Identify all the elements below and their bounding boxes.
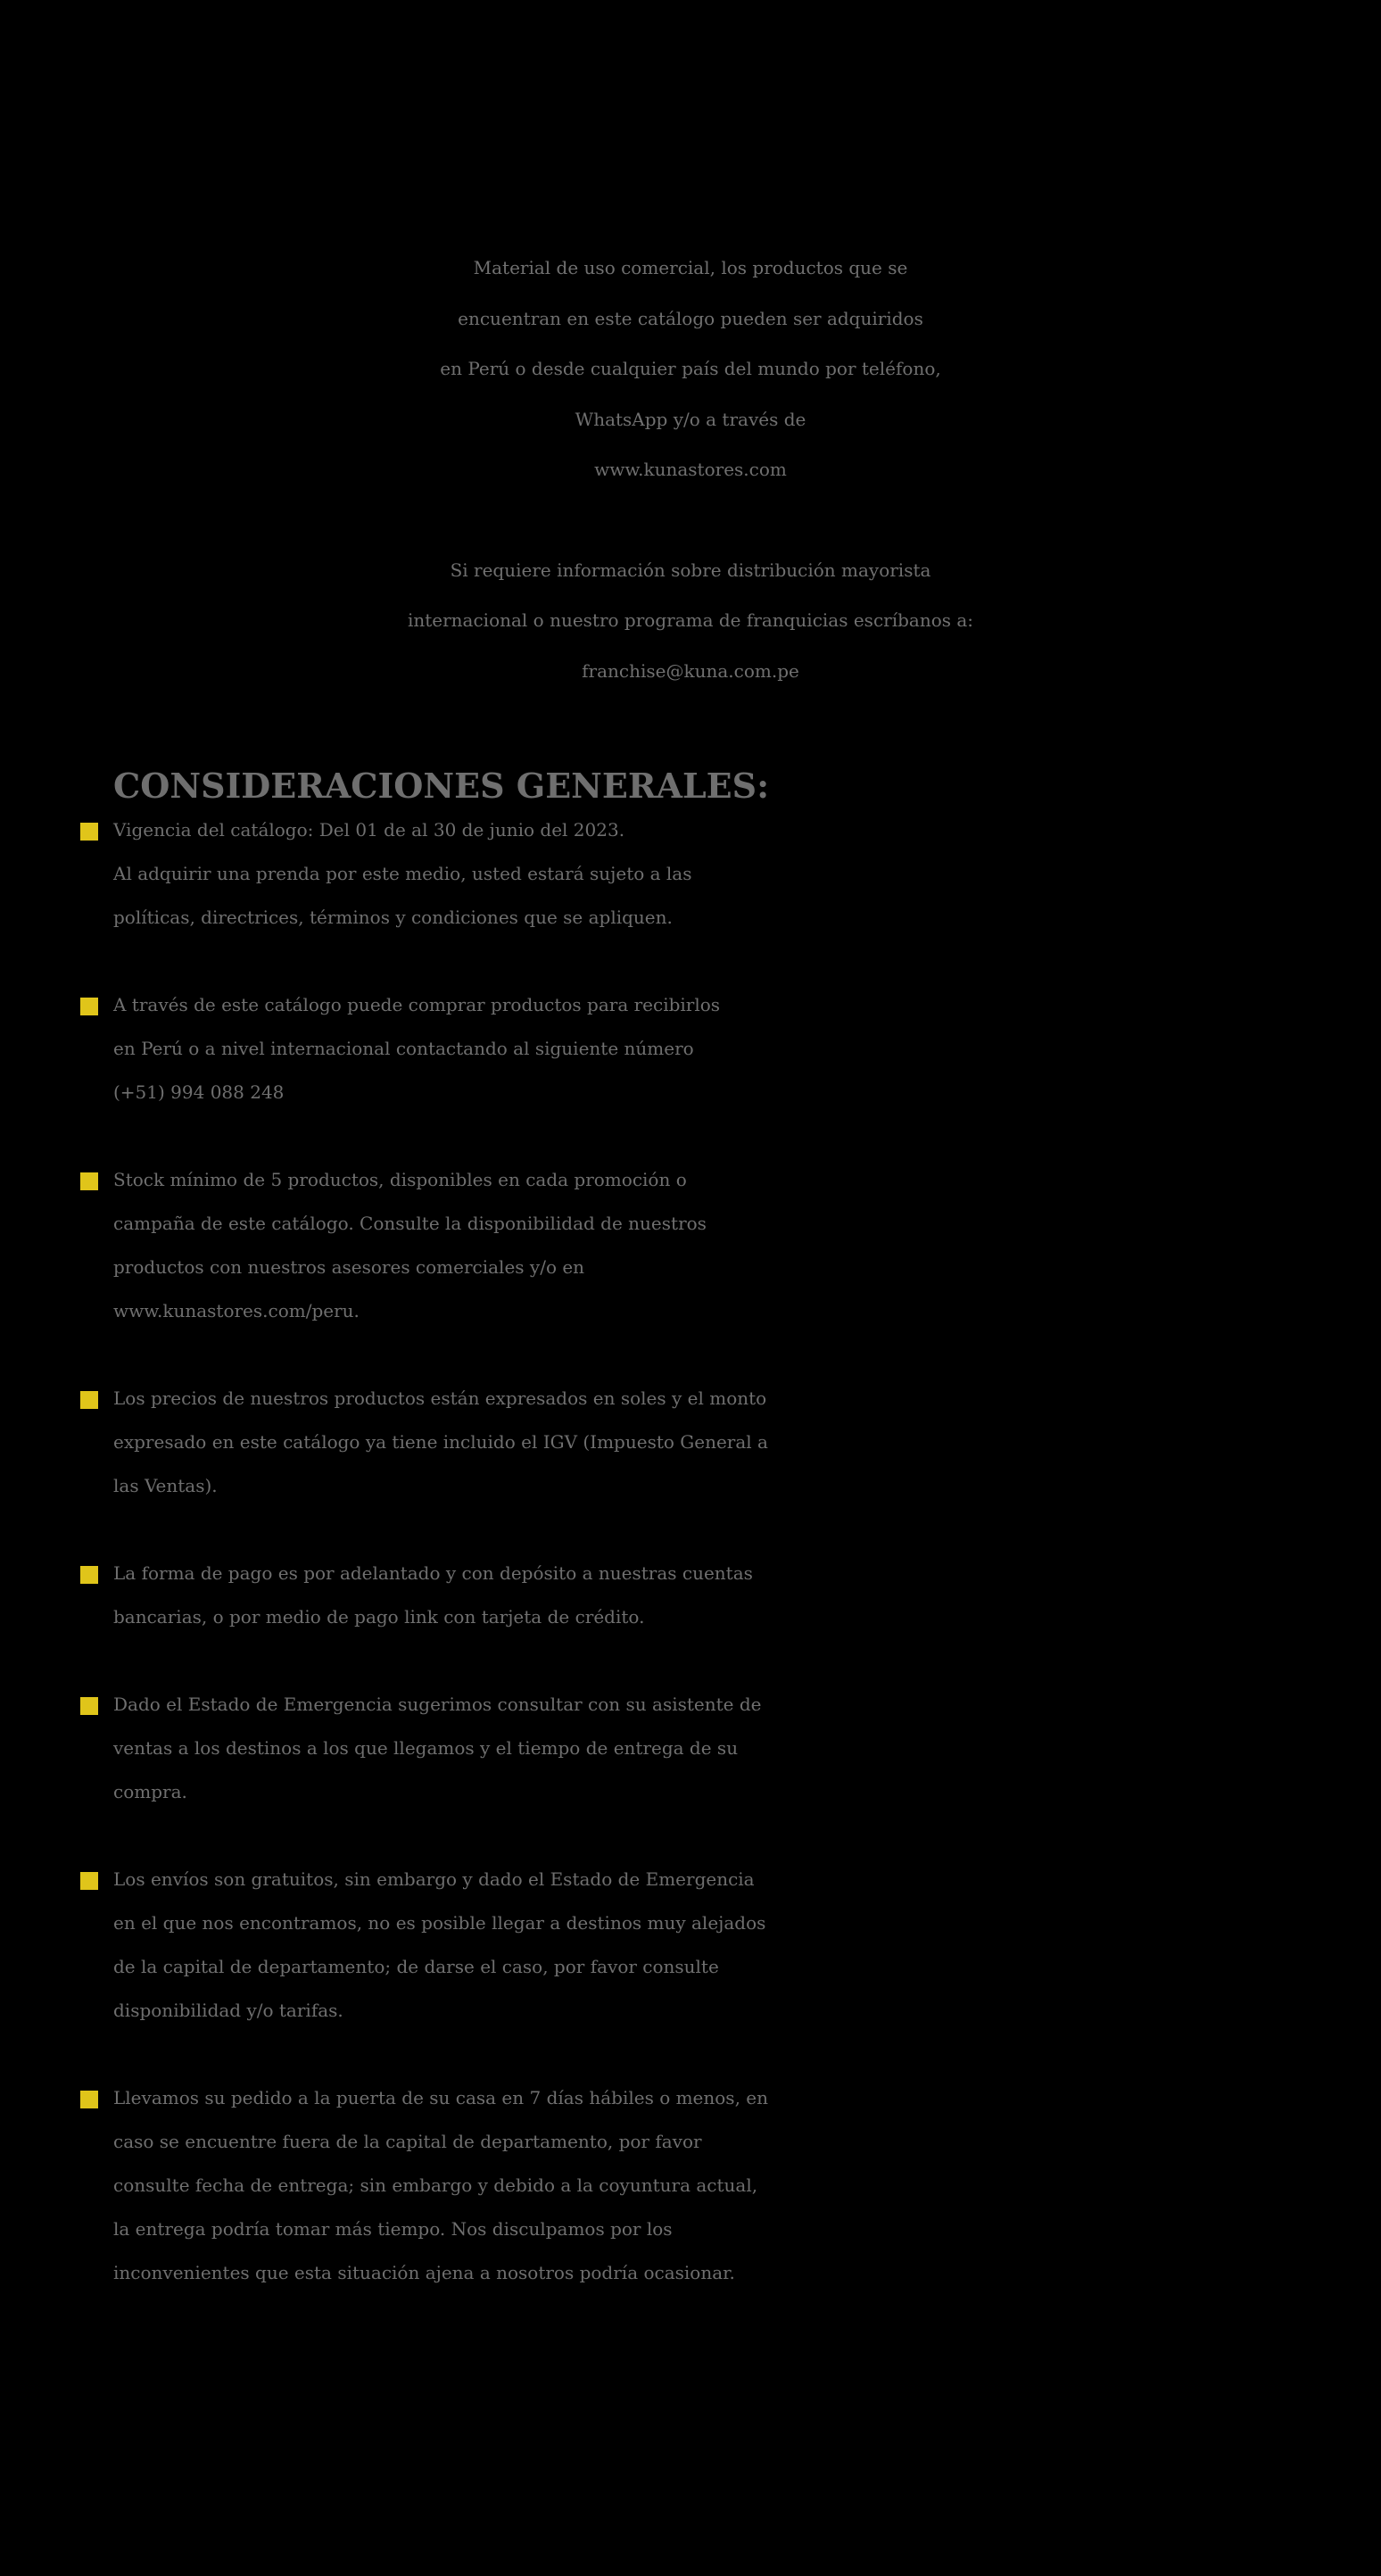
consideration-line: Stock mínimo de 5 productos, disponibles en cada promoción o (113, 1169, 687, 1190)
general-considerations (75, 764, 1381, 2295)
considerations-list (75, 808, 1381, 2295)
consideration-line: Los envíos son gratuitos, sin embargo y dado el Estado de Emergencia (113, 1868, 755, 1890)
consideration-item (75, 808, 1381, 940)
square-bullet-icon (80, 1566, 98, 1584)
square-bullet-icon (80, 1697, 98, 1715)
intro-block (0, 243, 1381, 696)
intro-line: Material de uso comercial, los productos que se (473, 257, 908, 278)
square-bullet-icon (80, 1391, 98, 1409)
consideration-line: Al adquirir una prenda por este medio, usted estará sujeto a las (113, 863, 692, 884)
consideration-line: La forma de pago es por adelantado y con depósito a nuestras cuentas (113, 1562, 753, 1584)
consideration-line: (+51) 994 088 248 (113, 1081, 285, 1103)
consideration-item (75, 1158, 1381, 1333)
consideration-line: consulte fecha de entrega; sin embargo y debido a la coyuntura actual, (113, 2174, 758, 2196)
consideration-line: Los precios de nuestros productos están expresados en soles y el monto (113, 1387, 767, 1409)
intro-paragraph-commercial (0, 243, 1381, 495)
square-bullet-icon (80, 998, 98, 1015)
consideration-line: políticas, directrices, términos y condiciones que se apliquen. (113, 907, 673, 928)
consideration-line: caso se encuentre fuera de la capital de departamento, por favor (113, 2131, 702, 2152)
consideration-line: Dado el Estado de Emergencia sugerimos consultar con su asistente de (113, 1694, 762, 1715)
intro-line: en Perú o desde cualquier país del mundo por teléfono, (440, 358, 941, 379)
consideration-item (75, 1552, 1381, 1639)
consideration-line: compra. (113, 1781, 187, 1802)
consideration-line: A través de este catálogo puede comprar productos para recibirlos (113, 994, 721, 1015)
consideration-line: de la capital de departamento; de darse el caso, por favor consulte (113, 1956, 719, 1977)
consideration-line: productos con nuestros asesores comerciales y/o en (113, 1256, 585, 1278)
consideration-text (113, 983, 1381, 1114)
consideration-line: bancarias, o por medio de pago link con tarjeta de crédito. (113, 1606, 645, 1628)
website-link[interactable]: www.kunastores.com (594, 459, 787, 480)
consideration-text (113, 1377, 1381, 1508)
intro-line: WhatsApp y/o a través de (575, 408, 806, 430)
consideration-item (75, 1683, 1381, 1814)
paragraph-gap (0, 495, 1381, 545)
considerations-heading: CONSIDERACIONES GENERALES: (113, 766, 770, 806)
consideration-line: expresado en este catálogo ya tiene incluido el IGV (Impuesto General a (113, 1431, 768, 1453)
consideration-text (113, 1683, 1381, 1814)
consideration-text (113, 2076, 1381, 2295)
consideration-line: en Perú o a nivel internacional contactando al siguiente número (113, 1038, 694, 1059)
consideration-item (75, 1858, 1381, 2033)
consideration-item (75, 983, 1381, 1114)
square-bullet-icon (80, 1872, 98, 1890)
consideration-line: Vigencia del catálogo: Del 01 de al 30 de junio del 2023. (113, 819, 625, 841)
consideration-item (75, 2076, 1381, 2295)
intro-line: internacional o nuestro programa de franquicias escríbanos a: (407, 609, 974, 631)
consideration-line: disponibilidad y/o tarifas. (113, 2000, 343, 2021)
franchise-email-link[interactable]: franchise@kuna.com.pe (582, 659, 799, 682)
consideration-line: en el que nos encontramos, no es posible llegar a destinos muy alejados (113, 1912, 766, 1934)
intro-paragraph-franchise (0, 545, 1381, 697)
intro-line: encuentran en este catálogo pueden ser adquiridos (458, 307, 923, 329)
consideration-text (113, 1552, 1381, 1639)
consideration-line: las Ventas). (113, 1475, 218, 1496)
square-bullet-icon (80, 2091, 98, 2108)
consideration-text (113, 1858, 1381, 2033)
consideration-text (113, 1158, 1381, 1333)
consideration-text (113, 808, 1381, 940)
square-bullet-icon (80, 823, 98, 841)
consideration-line: campaña de este catálogo. Consulte la disponibilidad de nuestros (113, 1213, 707, 1234)
consideration-line: www.kunastores.com/peru. (113, 1300, 360, 1321)
consideration-line: ventas a los destinos a los que llegamos y el tiempo de entrega de su (113, 1737, 739, 1759)
consideration-line: Llevamos su pedido a la puerta de su casa en 7 días hábiles o menos, en (113, 2087, 769, 2108)
consideration-line: inconvenientes que esta situación ajena a nosotros podría ocasionar. (113, 2262, 735, 2283)
consideration-item (75, 1377, 1381, 1508)
square-bullet-icon (80, 1172, 98, 1190)
intro-line: Si requiere información sobre distribución mayorista (450, 559, 931, 581)
consideration-line: la entrega podría tomar más tiempo. Nos disculpamos por los (113, 2218, 673, 2240)
